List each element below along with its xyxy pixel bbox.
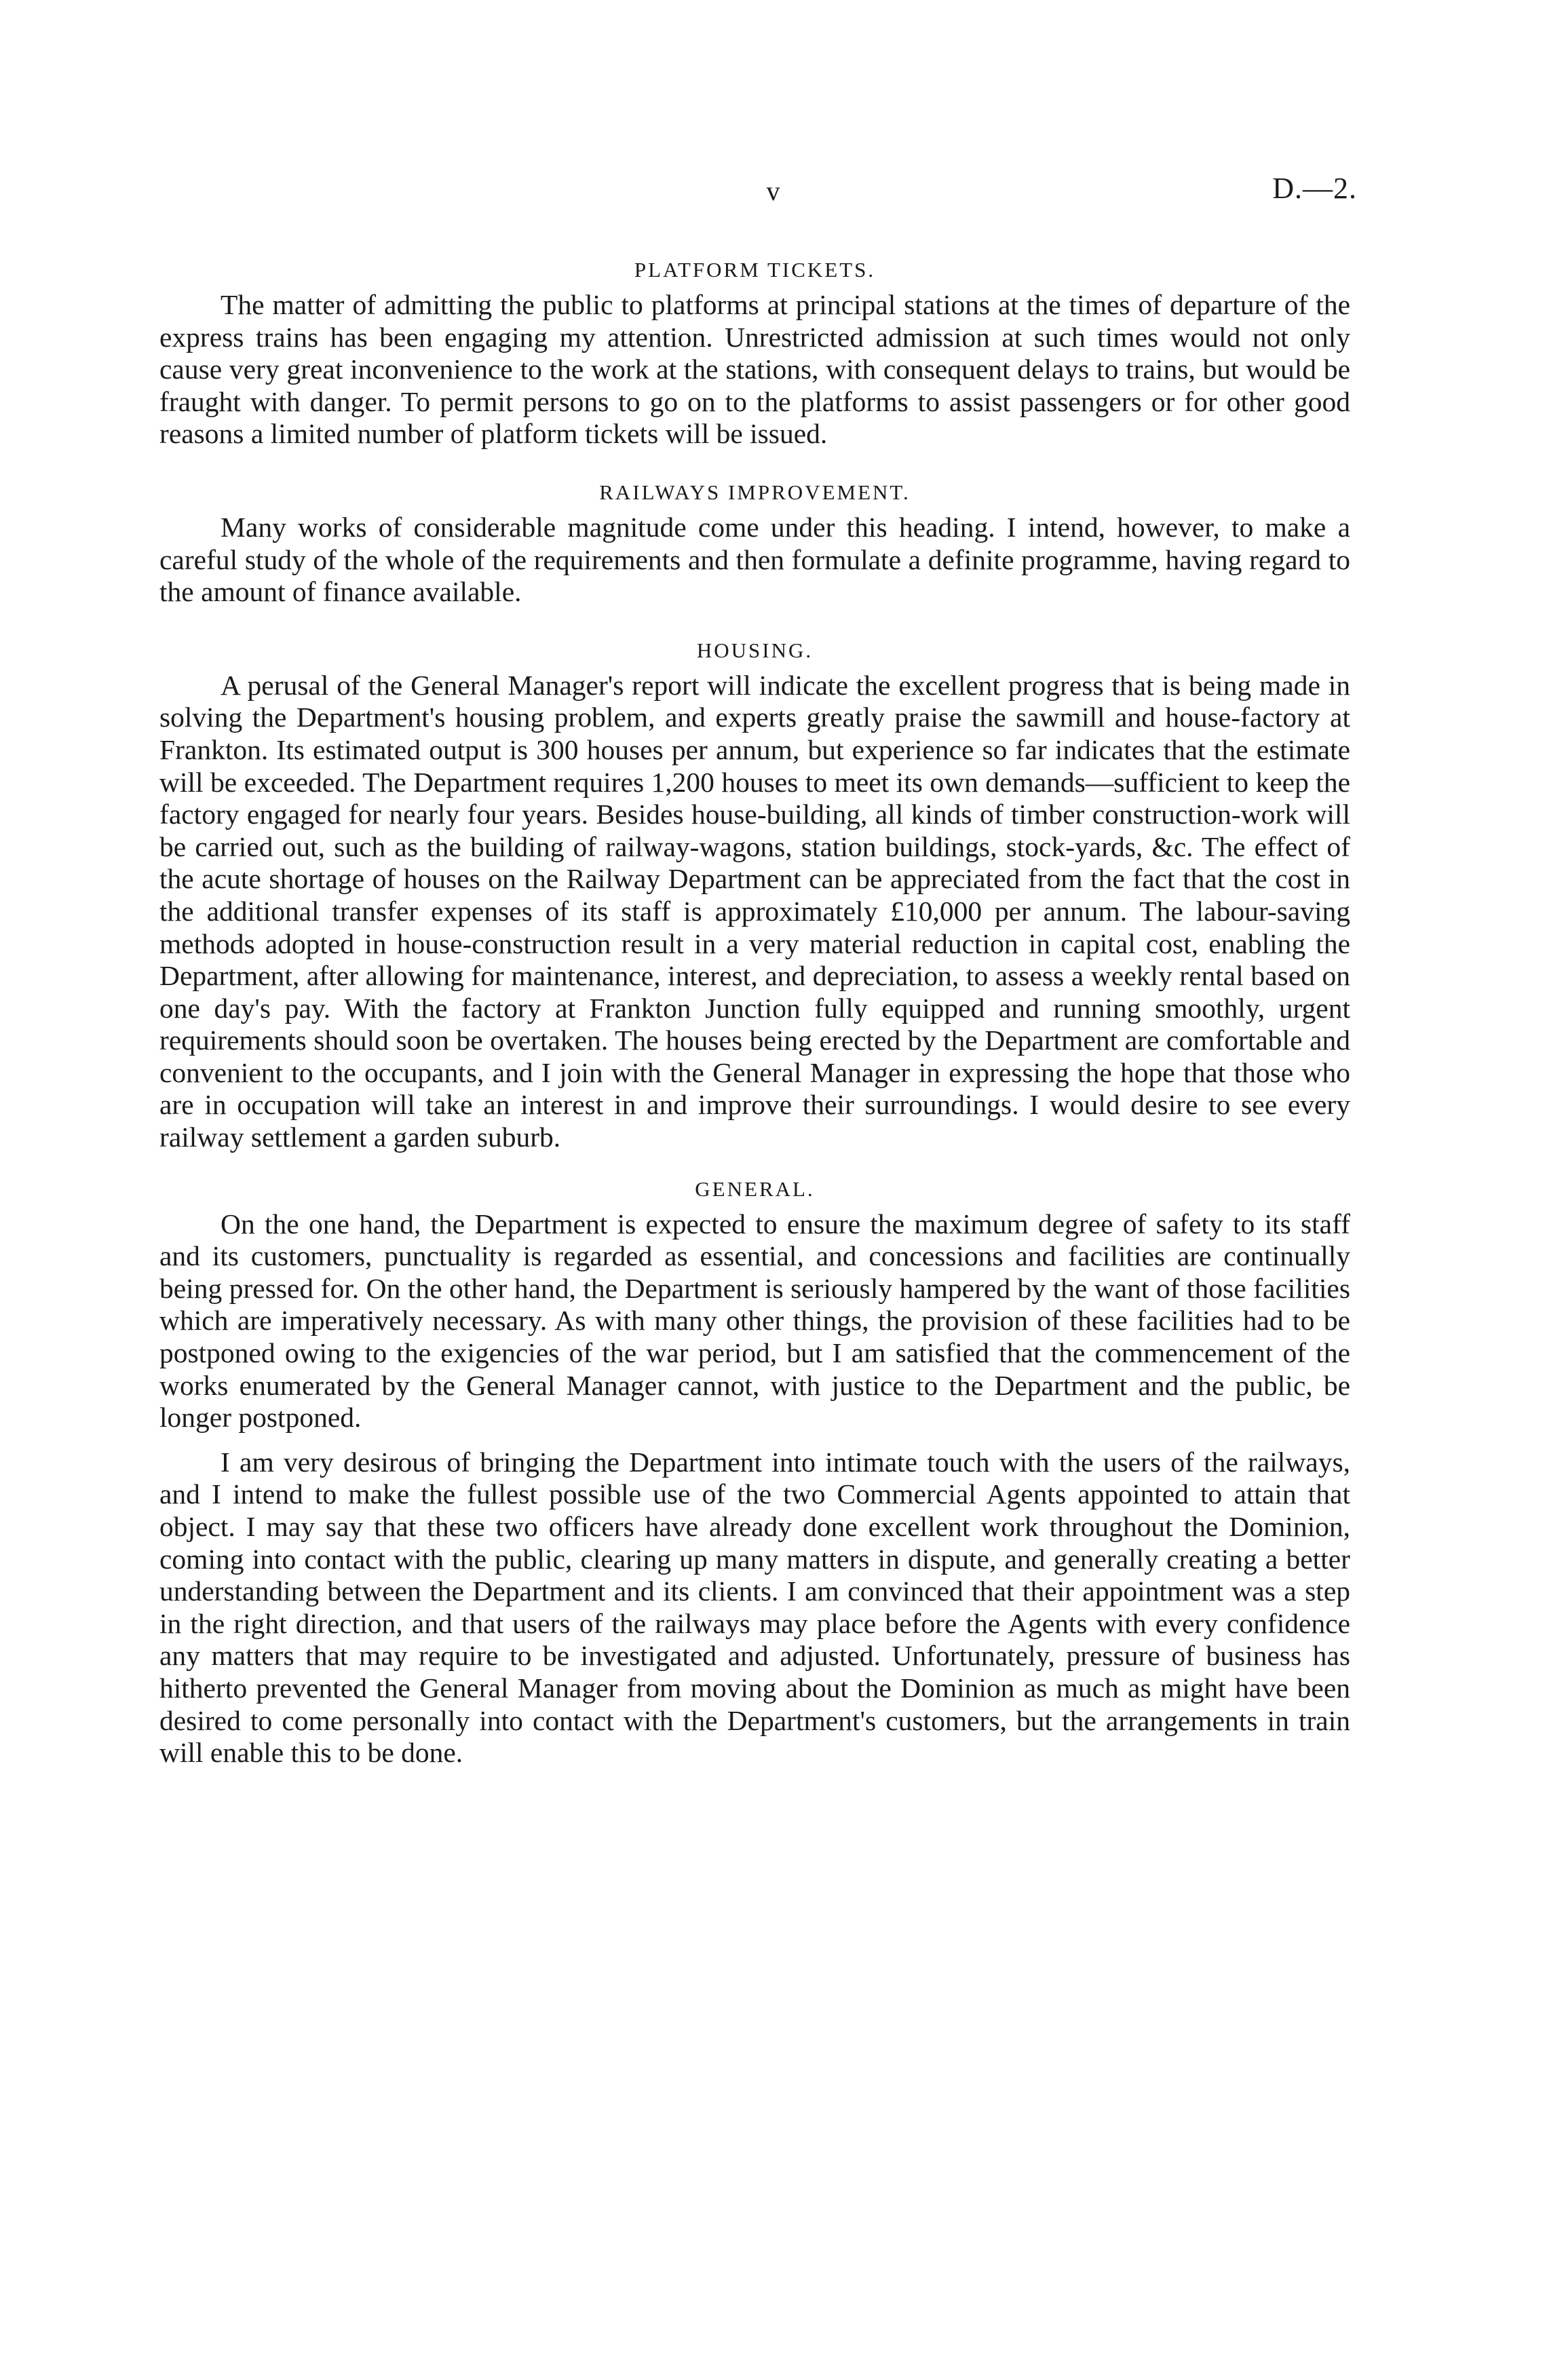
section-heading: GENERAL. [695,1176,815,1201]
page-body [159,256,1350,1798]
section-general [159,1176,1350,1769]
document-reference: D.—2. [1272,172,1357,205]
paragraph: On the one hand, the Department is expected to ensure the maximum degree of safety to its staff and its customers, punctuality is regarded as essential, and concessions and facilities are continually being pressed for. On the other hand, the Department is seriously hampered by the want of those facilities which are imperatively necessary. As with many other things, the provision of these facilities had to be postponed owing to the exigencies of the war period, but I am satisfied that the commencement of the works enumerated by the General Manager cannot, with justice to the Department and the public, be longer postponed. [159,1208,1350,1434]
paragraph: Many works of considerable magnitude come under this heading. I intend, however, to make a careful study of the whole of the requirements and then formulate a definite programme, having regard to the amount of finance available. [159,511,1350,608]
section-heading: RAILWAYS IMPROVEMENT. [599,480,911,504]
paragraph: A perusal of the General Manager's report will indicate the excellent progress that is being made in solving the Department's housing problem, and experts greatly praise the sawmill and house-factory at Frankton. Its estimated output is 300 houses per annum, but experience so far indicates that the estimate will be exceeded. The Department requires 1,200 houses to meet its own demands—sufficient to keep the factory engaged for nearly four years. Besides house-building, all kinds of timber construction-work will be carried out, such as the building of railway-wagons, station buildings, stock-yards, &c. The effect of the acute shortage of houses on the Railway Department can be appreciated from the fact that the cost in the additional transfer expenses of its staff is approximately £10,000 per annum. The labour-saving methods adopted in house-construction result in a very material reduction in capital cost, enabling the Department, after allowing for maintenance, interest, and depreciation, to assess a weekly rental based on one day's pay. With the factory at Frankton Junction fully equipped and running smoothly, urgent requirements should soon be overtaken. The houses being erected by the Department are comfortable and convenient to the occupants, and I join with the General Manager in expressing the hope that those who are in occupation will take an interest in and improve their surroundings. I would desire to see every railway settlement a garden suburb. [159,669,1350,1153]
section-housing [159,637,1350,1154]
section-heading: HOUSING. [696,638,814,662]
paragraph: I am very desirous of bringing the Department into intimate touch with the users of the railways, and I intend to make the fullest possible use of the two Commercial Agents appointed to attain that object. I may say that these two officers have already done excellent work throughout the Dominion, coming into contact with the public, clearing up many matters in dispute, and generally creating a better understanding between the Department and its clients. I am convinced that their appointment was a step in the right direction, and that users of the railways may place before the Agents with every confidence any matters that may require to be investigated and adjusted. Unfortunately, pressure of business has hitherto prevented the General Manager from moving about the Dominion as much as might have been desired to come personally into contact with the Department's customers, but the arrangements in train will enable this to be done. [159,1446,1350,1769]
section-railways-improvement [159,479,1350,609]
section-heading: PLATFORM TICKETS. [634,258,876,282]
page-number: v [766,176,781,206]
paragraph: The matter of admitting the public to platforms at principal stations at the times of departure of the express trains has been engaging my attention. Unrestricted admission at such times would not only cause very great inconvenience to the work at the stations, with consequent delays to trains, but would be fraught with danger. To permit persons to go on to the platforms to assist passengers or for other good reasons a limited number of platform tickets will be issued. [159,289,1350,450]
section-platform-tickets [159,256,1350,450]
